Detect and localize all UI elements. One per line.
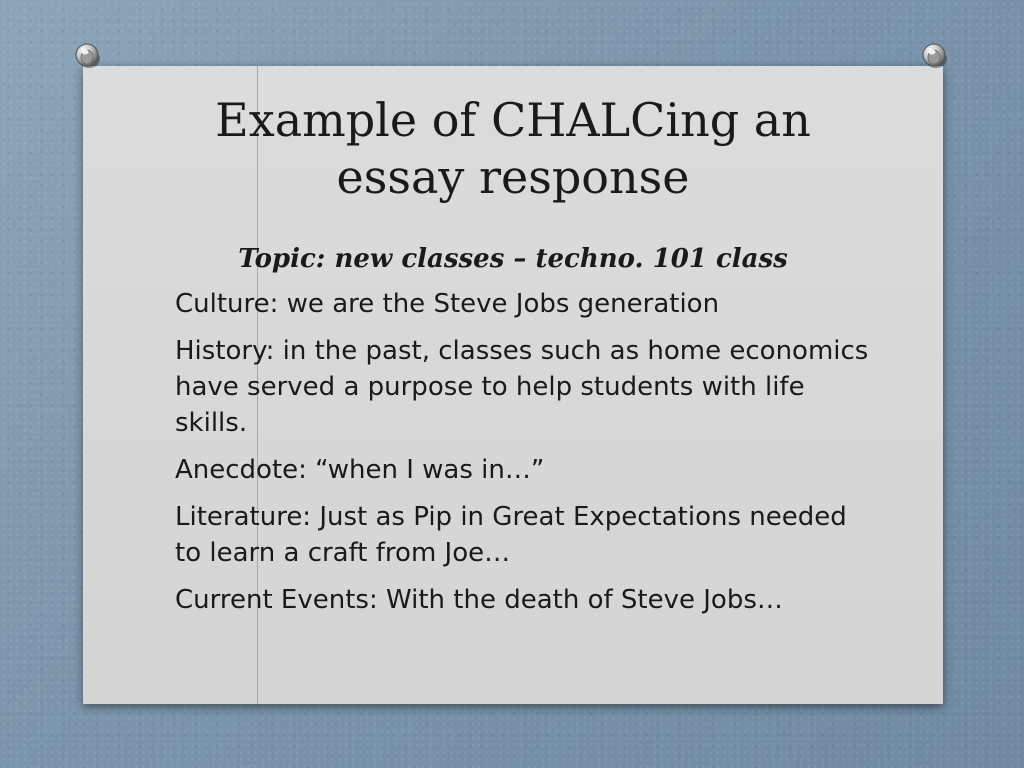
thumbtack-right-icon — [920, 41, 950, 71]
topic-line: Topic: new classes – techno. 101 class — [238, 244, 788, 274]
chalc-list — [175, 286, 875, 629]
chalc-item-history: History: in the past, classes such as home economics have served a purpose to help students with life skills. — [175, 336, 869, 438]
chalc-item-current-events: Current Events: With the death of Steve Jobs… — [175, 585, 783, 615]
chalc-item-anecdote: Anecdote: “when I was in…” — [175, 455, 545, 485]
thumbtack-left-icon — [73, 41, 103, 71]
slide-title-line-2: essay response — [336, 150, 690, 204]
slide-title-line-1: Example of CHALCing an — [215, 93, 811, 147]
slide-title — [83, 92, 943, 206]
chalc-item-literature: Literature: Just as Pip in Great Expectations needed to learn a craft from Joe… — [175, 502, 847, 568]
chalc-item-culture: Culture: we are the Steve Jobs generation — [175, 289, 720, 319]
